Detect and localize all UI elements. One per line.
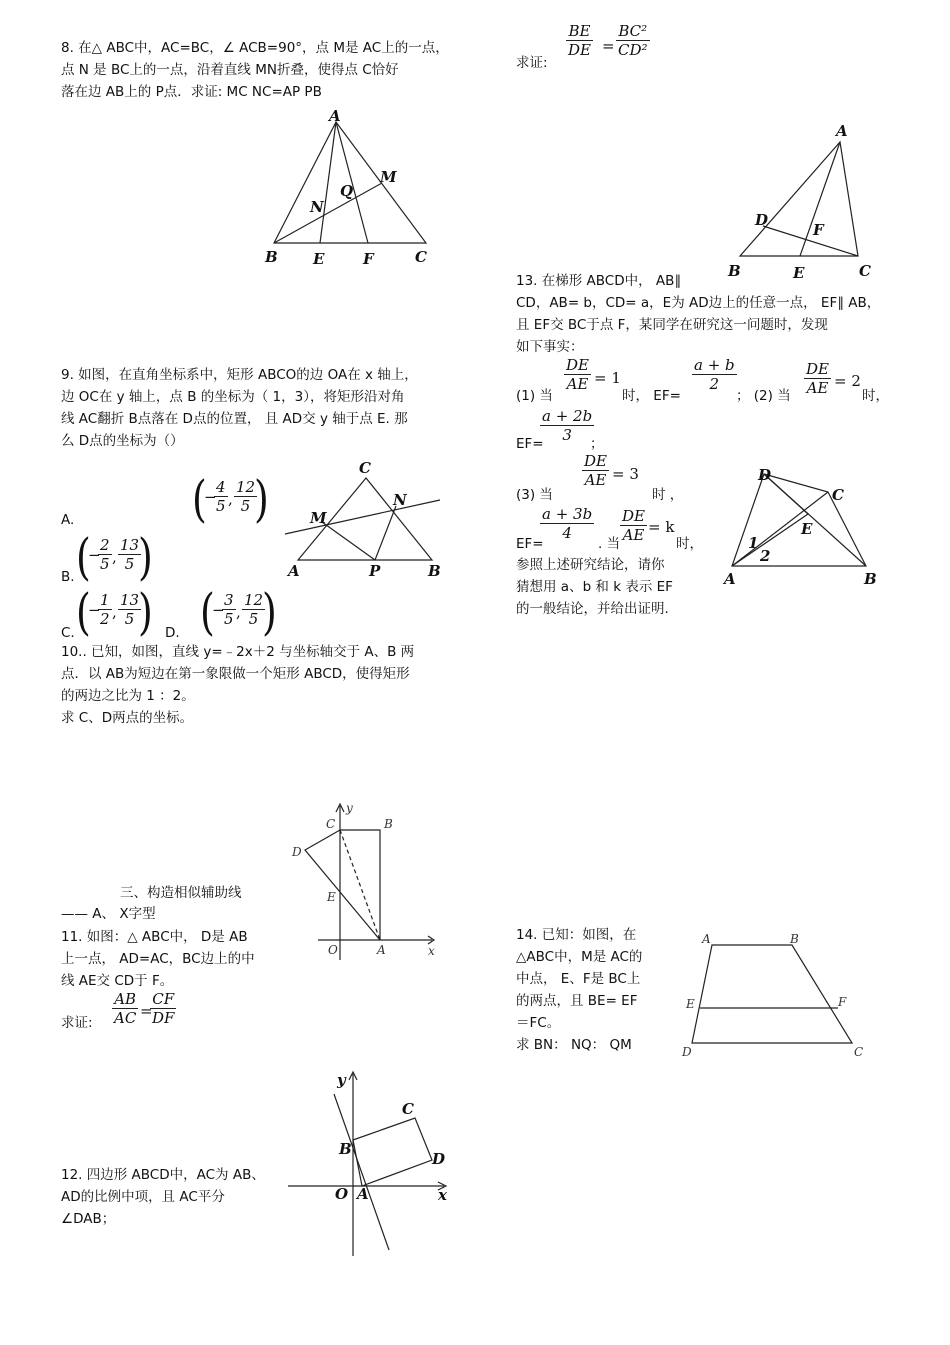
option-c-label: C. <box>61 625 75 641</box>
frac-denominator: 5 <box>224 610 234 628</box>
p10-label-B: B <box>384 817 393 831</box>
option-c-comma: , <box>112 603 117 621</box>
p8-label-E: E <box>313 250 325 268</box>
p10-label-y: y <box>346 801 353 815</box>
frac-numerator: BE <box>568 22 591 40</box>
p9-label-C: C <box>359 459 371 477</box>
option-a-label: A. <box>61 512 75 528</box>
p14-label-E: E <box>686 997 695 1011</box>
case-3-ef-label: EF= <box>516 536 544 552</box>
option-d-comma: , <box>236 603 241 621</box>
frac-numerator: 1 <box>100 591 110 609</box>
p8-label-F: F <box>363 250 374 268</box>
p13-label-E: E <box>801 520 813 538</box>
frac-numerator: DE <box>806 360 829 378</box>
case-1-when: 时， EF= <box>622 388 681 404</box>
p12-label-A: A <box>357 1185 369 1203</box>
frac-denominator: 5 <box>124 555 135 573</box>
frac-numerator: CF <box>152 990 175 1008</box>
option-b-minus: − <box>88 546 101 564</box>
case-k-when: 时， <box>676 536 703 552</box>
option-c-minus: − <box>88 601 101 619</box>
frac-numerator: 12 <box>236 478 256 496</box>
problem-9-line-4: 么 D点的坐标为（） <box>61 433 184 449</box>
p12-label-y: y <box>337 1071 346 1089</box>
option-a-minus: − <box>204 488 217 506</box>
option-a-close-paren: ) <box>254 470 269 528</box>
p8-label-A: A <box>329 107 341 125</box>
problem-14-line-4: 的两点，且 BE= EF <box>516 993 638 1009</box>
case-k-prefix: . 当 <box>598 536 621 552</box>
problem-10-line-4: 求 C、D两点的坐标。 <box>61 710 194 726</box>
rt-label-B: B <box>728 262 741 280</box>
option-d-open-paren: ( <box>200 583 215 641</box>
rt-label-C: C <box>859 262 871 280</box>
frac-denominator: AE <box>566 375 589 393</box>
problem-12-line-2: AD的比例中项，且 AC平分 <box>61 1189 225 1205</box>
problem-13-line-5: 参照上述研究结论，请你 <box>516 557 665 573</box>
option-d-minus: − <box>212 601 225 619</box>
option-c-open-paren: ( <box>76 583 91 641</box>
problem-12-line-3: ∠DAB； <box>61 1211 116 1227</box>
frac-denominator: 5 <box>240 497 251 515</box>
problem-11-equals: = <box>140 1002 153 1020</box>
problem-10-line-3: 的两边之比为 1 ：2。 <box>61 688 195 704</box>
frac-numerator: 13 <box>120 536 140 554</box>
problem-11-line-2: 上一点， AD=AC，BC边上的中 <box>61 951 255 967</box>
problem-13-line-2: CD，AB= b，CD= a，E为 AD边上的任意一点， EF∥ AB， <box>516 295 881 311</box>
p10-label-E: E <box>327 890 336 904</box>
option-b-close-paren: ) <box>138 528 153 586</box>
frac-numerator: BC² <box>618 22 648 40</box>
case-2-ef-label: EF= <box>516 436 544 452</box>
p9-label-A: A <box>288 562 300 580</box>
frac-numerator: 12 <box>244 591 264 609</box>
problem-13-line-6: 猜想用 a、b 和 k 表示 EF <box>516 579 673 595</box>
p13-label-A: A <box>724 570 736 588</box>
p14-label-A: A <box>702 932 711 946</box>
problem-10-line-2: 点．以 AB为短边在第一象限做一个矩形 ABCD，使得矩形 <box>61 666 410 682</box>
p8-label-Q: Q <box>340 182 354 200</box>
case-3-prefix: (3) 当 <box>516 487 553 503</box>
p10-label-x: x <box>428 944 435 958</box>
problem-13-line-7: 的一般结论，并给出证明. <box>516 601 669 617</box>
frac-denominator: 4 <box>562 524 572 542</box>
p12-label-C: C <box>402 1100 414 1118</box>
frac-denominator: AE <box>806 379 829 397</box>
case-1-prefix: (1) 当 <box>516 388 553 404</box>
frac-numerator: a + 3b <box>542 505 593 523</box>
p14-label-D: D <box>682 1045 692 1059</box>
frac-denominator: 2 <box>100 610 110 628</box>
problem-8-line-2: 点 N 是 BC上的一点，沿着直线 MN折叠，使得点 C恰好 <box>61 62 399 78</box>
section-3-title: 三、构造相似辅助线 <box>120 885 242 901</box>
rt-label-A: A <box>836 122 848 140</box>
p13-angle-1: 1 <box>748 534 759 552</box>
option-d-label: D. <box>165 625 180 641</box>
p12-label-D: D <box>432 1150 446 1168</box>
p14-label-C: C <box>854 1045 864 1059</box>
option-d-close-paren: ) <box>262 583 277 641</box>
case-1-ratio-value: = 1 <box>594 369 621 387</box>
problem-9-line-3: 线 AC翻折 B点落在 D点的位置， 且 AD交 y 轴于点 E. 那 <box>61 411 408 427</box>
option-b-comma: , <box>112 548 117 566</box>
frac-denominator: AE <box>622 526 645 544</box>
case-2-when: 时， <box>862 388 889 404</box>
rt-label-F: F <box>813 221 824 239</box>
p13-label-B: B <box>864 570 877 588</box>
problem-8-line-3: 落在边 AB上的 P点．求证: MC NC=AP PB <box>61 84 322 100</box>
p8-label-N: N <box>310 198 324 216</box>
p14-label-B: B <box>790 932 799 946</box>
frac-denominator: DE <box>568 41 591 59</box>
frac-denominator: 5 <box>248 610 259 628</box>
p12-label-x: x <box>438 1186 447 1204</box>
p13-label-C: C <box>832 486 844 504</box>
problem-13-line-4: 如下事实： <box>516 339 584 355</box>
problem-11-line-1: 11. 如图：△ ABC中， D是 AB <box>61 929 248 945</box>
case-k-ratio-value: = k <box>648 518 675 536</box>
case-2-end: ； <box>590 436 604 452</box>
rt-label-E: E <box>793 264 805 282</box>
p12-label-O: O <box>335 1185 349 1203</box>
p12-label-B: B <box>339 1140 352 1158</box>
problem-11-prove-label: 求证: <box>61 1015 93 1031</box>
problem-14-line-6: 求 BN： NQ： QM <box>516 1037 632 1053</box>
problem-8-line-1: 8. 在△ ABC中，AC=BC，∠ ACB=90°，点 M是 AC上的一点， <box>61 40 449 56</box>
p9-label-B: B <box>428 562 441 580</box>
problem-13-line-3: 且 EF交 BC于点 F，某同学在研究这一问题时，发现 <box>516 317 828 333</box>
section-3-subtitle: —— A、 X字型 <box>61 906 156 922</box>
p13-angle-2: 2 <box>760 547 771 565</box>
right-top-equals: = <box>602 37 615 55</box>
p8-label-M: M <box>380 168 397 186</box>
frac-denominator: 2 <box>709 375 720 393</box>
option-b-open-paren: ( <box>76 528 91 586</box>
frac-numerator: AB <box>114 990 137 1008</box>
p8-label-B: B <box>265 248 278 266</box>
frac-numerator: 2 <box>100 536 110 554</box>
frac-numerator: DE <box>622 507 645 525</box>
option-b-label: B. <box>61 569 75 585</box>
problem-14-line-5: ＝FC。 <box>516 1015 561 1031</box>
frac-numerator: 4 <box>216 478 226 496</box>
p10-label-A: A <box>377 943 386 957</box>
problem-11-line-3: 线 AE交 CD于 F。 <box>61 973 174 989</box>
frac-numerator: DE <box>566 356 589 374</box>
p10-label-C: C <box>326 817 336 831</box>
problem-9-line-1: 9. 如图，在直角坐标系中，矩形 ABCO的边 OA在 x 轴上， <box>61 367 418 383</box>
problem-14-line-2: △ABC中，M是 AC的 <box>516 949 643 965</box>
problem-12-line-1: 12. 四边形 ABCD中，AC为 AB、 <box>61 1167 265 1183</box>
frac-numerator: a + 2b <box>542 407 593 425</box>
frac-numerator: DE <box>584 452 607 470</box>
frac-numerator: 3 <box>224 591 234 609</box>
problem-14-line-3: 中点， E、F是 BC上 <box>516 971 641 987</box>
case-2-prefix: ； (2) 当 <box>736 388 791 404</box>
problem-9-line-2: 边 OC在 y 轴上，点 B 的坐标为（ 1，3），将矩形沿对角 <box>61 389 405 405</box>
frac-denominator: 5 <box>216 497 226 515</box>
option-a-open-paren: ( <box>192 470 207 528</box>
rt-label-D: D <box>755 211 769 229</box>
problem-13-line-1: 13. 在梯形 ABCD中， AB∥ <box>516 273 682 289</box>
option-c-close-paren: ) <box>138 583 153 641</box>
p9-label-M: M <box>310 509 327 527</box>
frac-numerator: a + b <box>694 356 735 374</box>
p10-label-D: D <box>292 845 302 859</box>
problem-14-line-1: 14. 已知：如图，在 <box>516 927 637 943</box>
case-3-ratio-value: = 3 <box>612 465 639 483</box>
case-3-when: 时 ， <box>652 487 684 503</box>
problem-10-line-1: 10.. 已知，如图，直线 y=﹣2x＋2 与坐标轴交于 A、B 两 <box>61 644 415 660</box>
p9-label-P: P <box>369 562 381 580</box>
frac-denominator: 5 <box>100 555 110 573</box>
p9-label-N: N <box>393 491 407 509</box>
frac-denominator: AE <box>584 471 607 489</box>
p14-label-F: F <box>838 995 847 1009</box>
case-2-ratio-value: = 2 <box>834 372 861 390</box>
right-top-prove-label: 求证: <box>516 55 548 71</box>
frac-denominator: 3 <box>562 426 572 444</box>
p10-label-O: O <box>328 943 338 957</box>
frac-denominator: AC <box>114 1009 137 1027</box>
frac-denominator: 5 <box>124 610 135 628</box>
frac-numerator: 13 <box>120 591 140 609</box>
option-a-comma: , <box>228 490 233 508</box>
frac-denominator: DF <box>152 1009 175 1027</box>
frac-denominator: CD² <box>618 41 648 59</box>
p13-label-D: D <box>758 466 772 484</box>
p8-label-C: C <box>415 248 427 266</box>
